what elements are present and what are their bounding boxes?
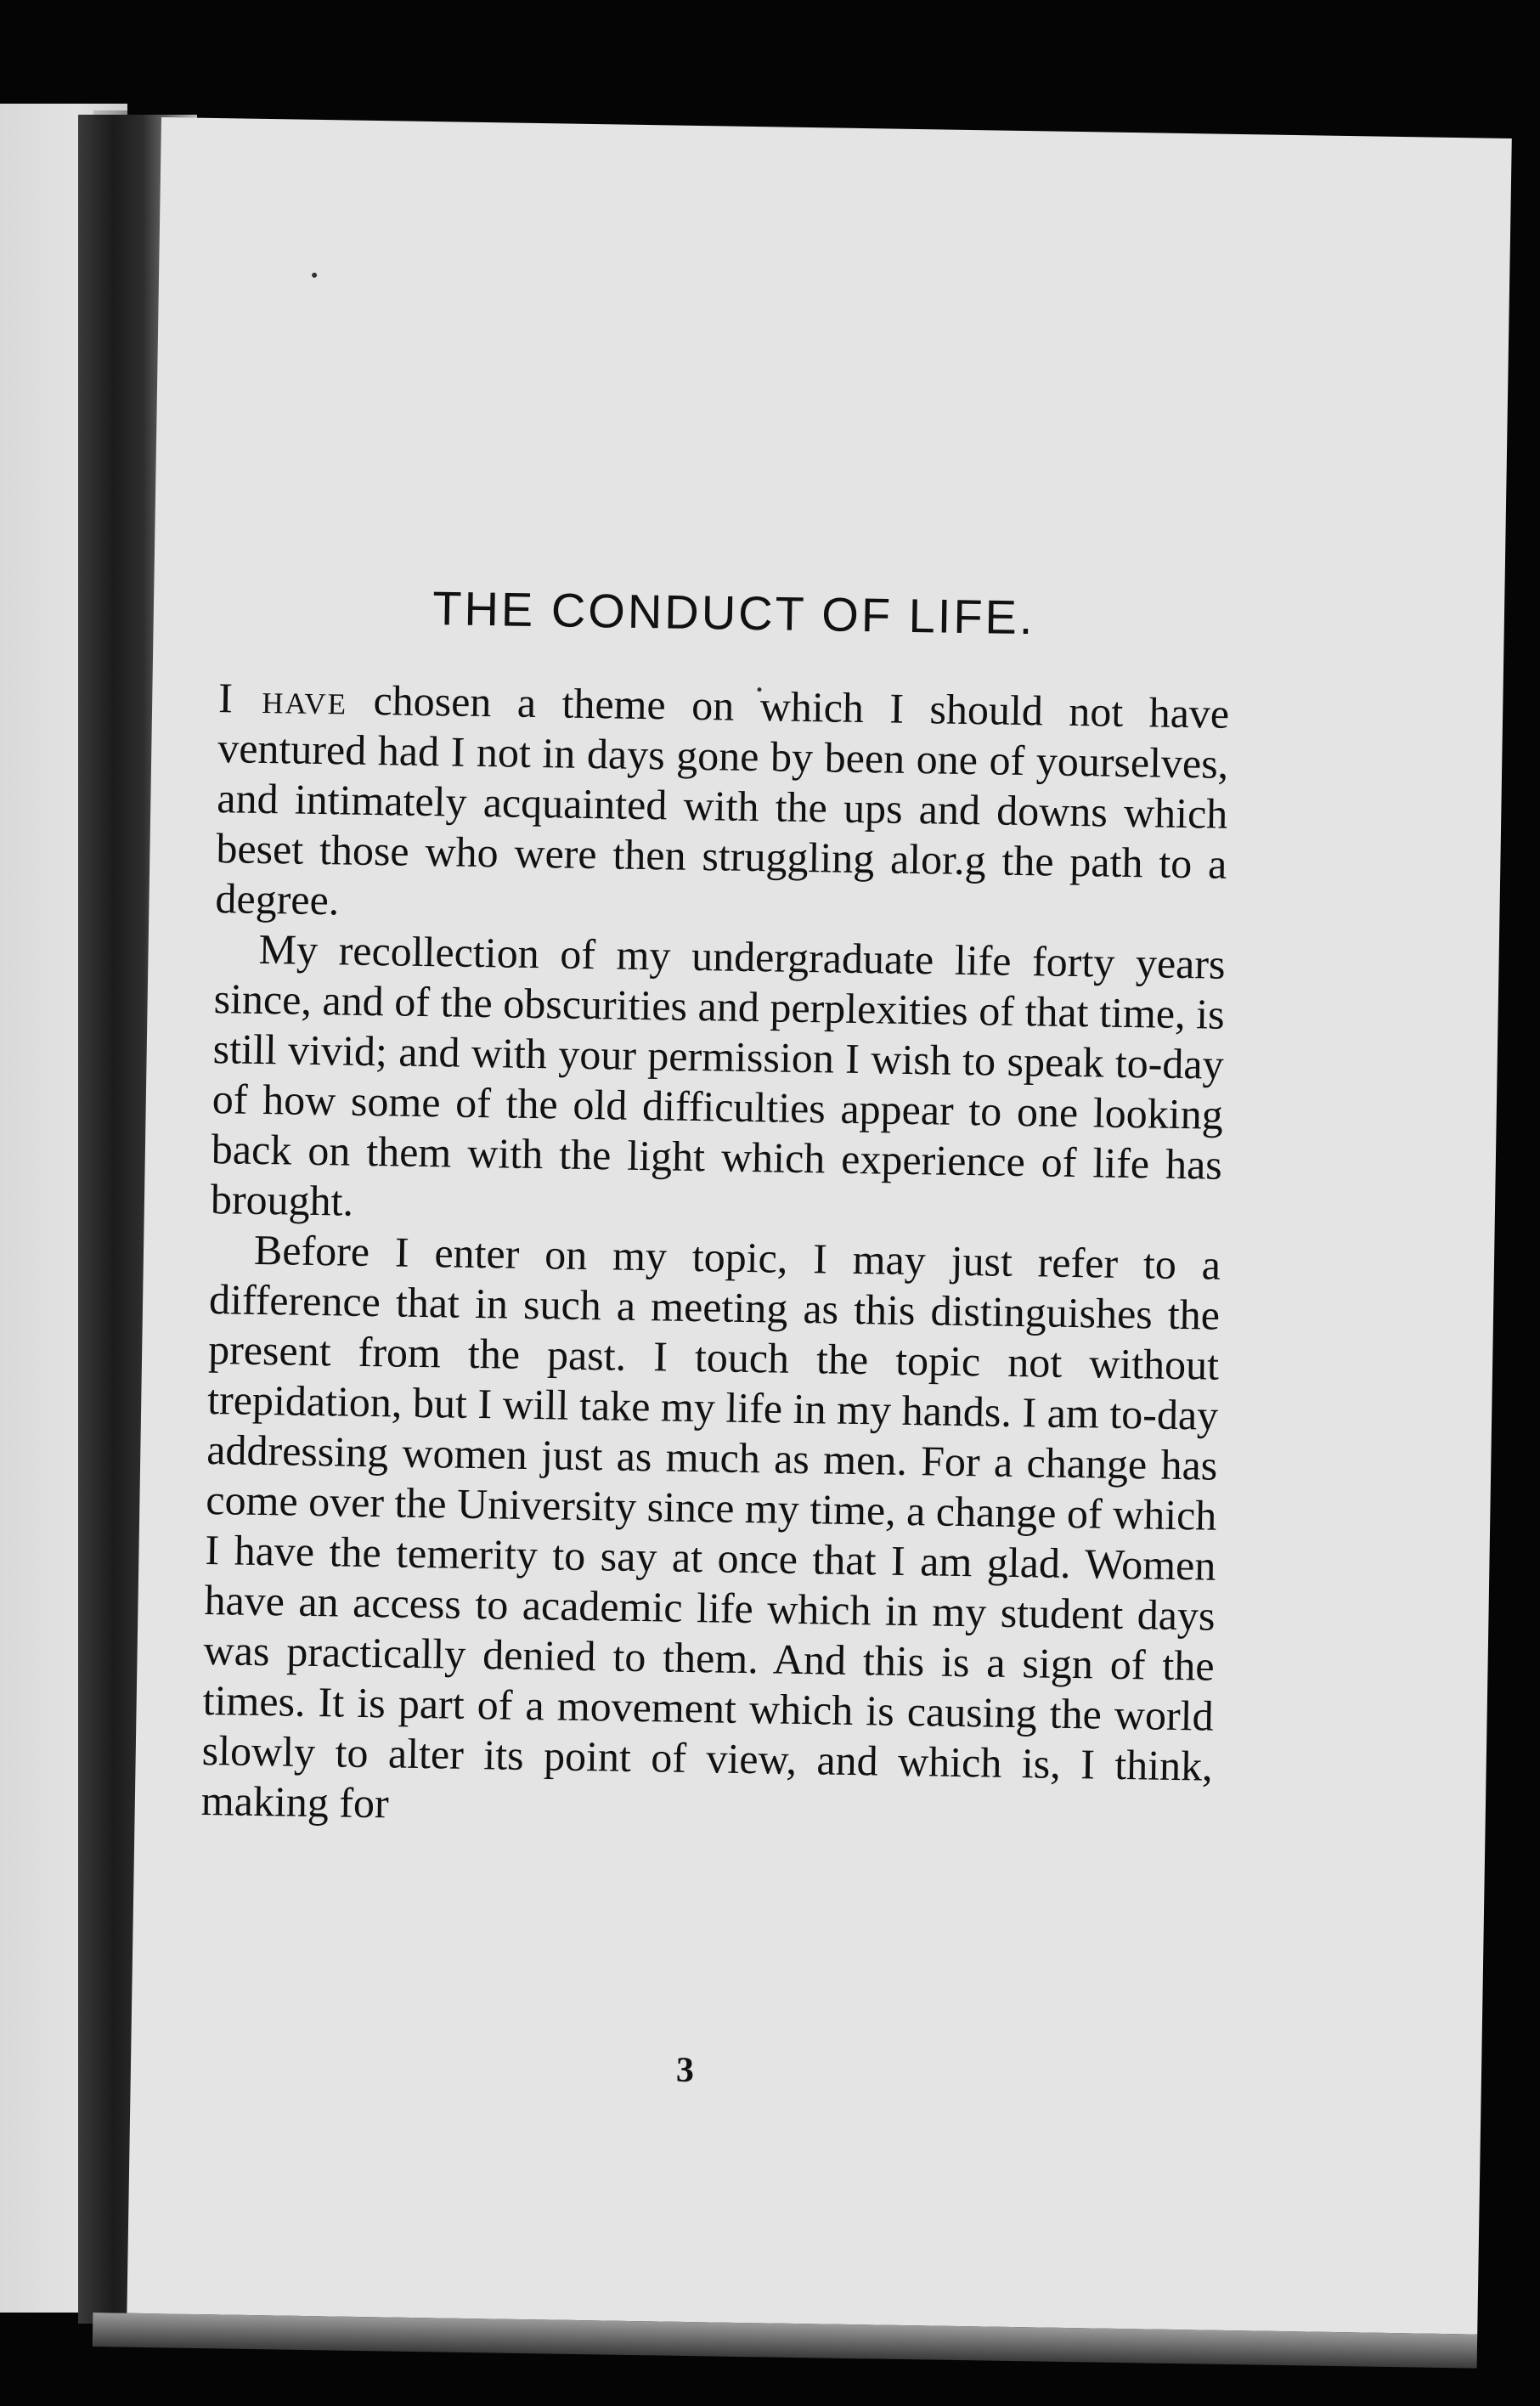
paragraph-2: My recollection of my undergraduate life forty years since, and of the obscurities and perplexities of that time, is still vivid; and with your permission I wish to speak to-day of how some of the old difficulties appear to one looking back on them with the light which experience of life has brought. bbox=[210, 924, 1226, 1225]
chapter-title: THE CONDUCT OF LIFE. bbox=[432, 581, 1035, 645]
page-number: 3 bbox=[675, 2050, 695, 2091]
paragraph-1 bbox=[215, 673, 1229, 940]
page-text-block bbox=[200, 577, 1231, 1842]
paragraph-3: Before I enter on my topic, I may just refer to a difference that in such a meeting as this distinguishes the present from the past. I touch the topic not without trepidation, but I will take my life in my hands. I am to-day addressing women just as much as men. For a change has come over the University since my time, a change of which I have the temerity to say at once that I am glad. Women have an access to academic life which in my student days was practically denied to them. And this is a sign of the times. It is part of a movement which is causing the world slowly to alter its point of view, and which is, I think, making for bbox=[200, 1225, 1221, 1827]
paragraph-lead-smallcaps: I have bbox=[217, 674, 348, 724]
scan-speck bbox=[312, 273, 317, 278]
book-page bbox=[127, 117, 1511, 2335]
paragraph-text: chosen a theme on which I should not have ventured had I not in days gone by been one of yourselves, and intimately acquainted with the ups and downs which beset those who were then struggling alor.g the path to a degree. bbox=[215, 675, 1230, 924]
